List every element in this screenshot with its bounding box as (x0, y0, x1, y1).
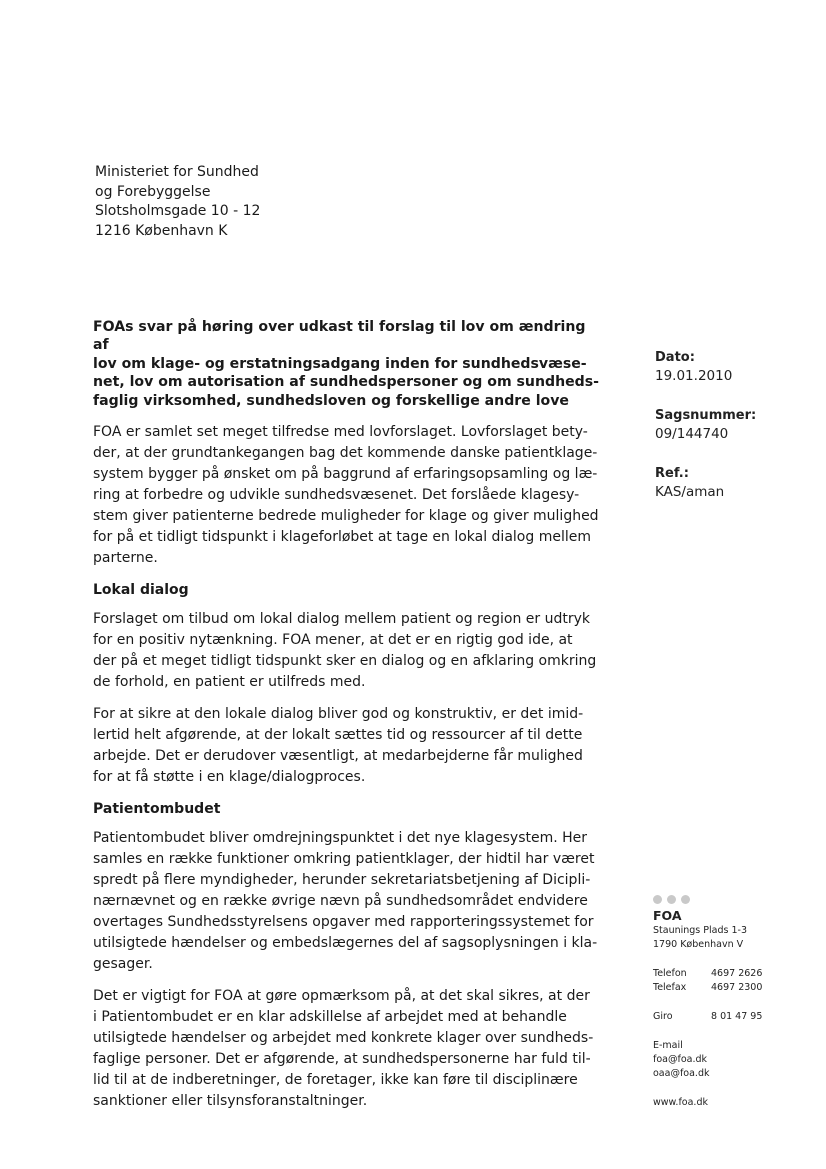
reference-label: Ref.: (655, 466, 689, 481)
fax-value: 4697 2300 (711, 982, 763, 993)
foa-logo-dots-icon (653, 895, 813, 904)
text-line: de forhold, en patient er utilfreds med. (93, 674, 366, 691)
text-line: For at sikre at den lokale dialog bliver god og konstruktiv, er det imid- (93, 706, 584, 723)
text-line: for på et tidligt tidspunkt i klageforløbet at tage en lokal dialog mellem (93, 529, 591, 546)
email-address: foa@foa.dk (653, 1054, 708, 1065)
text-line: lid til at de indberetninger, de foretager, ikke kan føre til disciplinære (93, 1072, 578, 1089)
text-line: der, at der grundtankegangen bag det kommende danske patientklage- (93, 445, 598, 462)
case-number-value: 09/144740 (655, 426, 729, 442)
phone-row (653, 967, 813, 981)
text-line: gesager. (93, 956, 153, 973)
title-line: net, lov om autorisation af sundhedspersoner og om sundheds- (93, 374, 600, 391)
section1-paragraph-1 (93, 609, 603, 693)
section2-paragraph-1 (93, 828, 603, 975)
text-line: utilsigtede hændelser og embedslægernes del af sagsoplysningen i kla- (93, 935, 598, 952)
text-line: utilsigtede hændelser og arbejdet med konkrete klager over sundheds- (93, 1030, 594, 1047)
section-heading-patientombudet: Patientombudet (93, 801, 221, 818)
text-line: for at få støtte i en klage/dialogproces. (93, 769, 366, 786)
text-line: parterne. (93, 550, 158, 567)
text-line: faglige personer. Det er afgørende, at sundhedspersonerne har fuld til- (93, 1051, 591, 1068)
phone-label: Telefon (653, 968, 687, 979)
section2-paragraph-2 (93, 986, 603, 1112)
text-line: system bygger på ønsket om på baggrund af erfaringsopsamling og læ- (93, 466, 598, 483)
fax-label: Telefax (653, 982, 687, 993)
text-line: Patientombudet bliver omdrejningspunktet i det nye klagesystem. Her (93, 830, 588, 847)
address-line: Ministeriet for Sundhed (95, 164, 259, 180)
recipient-address (95, 163, 260, 241)
text-line: for en positiv nytænkning. FOA mener, at det er en rigtig god ide, at (93, 632, 573, 649)
text-line: spredt på flere myndigheder, herunder sekretariatsbetjening af Dicipli- (93, 872, 591, 889)
section1-paragraph-2 (93, 704, 603, 788)
address-line: 1216 København K (95, 222, 228, 239)
title-line: lov om klage- og erstatningsadgang inden for sundhedsvæse- (93, 355, 587, 372)
organization-address-line: 1790 København V (653, 939, 744, 950)
date-label: Dato: (655, 350, 695, 365)
text-line: Forslaget om tilbud om lokal dialog mellem patient og region er udtryk (93, 611, 590, 628)
text-line: samles en række funktioner omkring patientklager, der hidtil har været (93, 851, 595, 868)
letter-metadata (655, 348, 815, 522)
text-line: der på et meget tidligt tidspunkt sker en dialog og en afklaring omkring (93, 653, 597, 670)
organization-name: FOA (653, 908, 682, 923)
organization-contact (653, 895, 813, 1110)
title-line: faglig virksomhed, sundhedsloven og forskellige andre love (93, 392, 569, 409)
giro-label: Giro (653, 1011, 673, 1022)
giro-row (653, 1010, 813, 1024)
email-label: E-mail (653, 1040, 683, 1051)
date-value: 19.01.2010 (655, 368, 733, 384)
text-line: FOA er samlet set meget tilfredse med lovforslaget. Lovforslaget bety- (93, 424, 588, 441)
title-line: FOAs svar på høring over udkast til forslag til lov om ændring af (93, 319, 586, 354)
reference-value: KAS/aman (655, 484, 725, 500)
intro-paragraph (93, 422, 603, 569)
address-line: og Forebyggelse (95, 183, 211, 200)
text-line: lertid helt afgørende, at der lokalt sættes tid og ressourcer af til dette (93, 727, 583, 744)
text-line: overtages Sundhedsstyrelsens opgaver med rapporteringssystemet for (93, 914, 594, 931)
organization-address-line: Staunings Plads 1-3 (653, 925, 747, 936)
section-heading-lokal-dialog: Lokal dialog (93, 582, 189, 599)
email-address: oaa@foa.dk (653, 1068, 710, 1079)
letter-body (93, 318, 603, 1123)
text-line: nærnævnet og en række øvrige nævn på sundhedsområdet endvidere (93, 893, 588, 910)
giro-value: 8 01 47 95 (711, 1011, 763, 1022)
website-url: www.foa.dk (653, 1097, 708, 1108)
letter-title (93, 318, 603, 410)
case-number-label: Sagsnummer: (655, 408, 757, 423)
phone-value: 4697 2626 (711, 968, 763, 979)
text-line: ring at forbedre og udvikle sundhedsvæsenet. Det forslåede klagesy- (93, 487, 580, 504)
address-line: Slotsholmsgade 10 - 12 (95, 203, 261, 219)
fax-row (653, 981, 813, 995)
text-line: i Patientombudet er en klar adskillelse af arbejdet med at behandle (93, 1009, 567, 1026)
text-line: Det er vigtigt for FOA at gøre opmærksom på, at det skal sikres, at der (93, 988, 590, 1005)
text-line: sanktioner eller tilsynsforanstaltninger. (93, 1093, 368, 1110)
text-line: stem giver patienterne bedrede muligheder for klage og giver mulighed (93, 508, 599, 525)
text-line: arbejde. Det er derudover væsentligt, at medarbejderne får mulighed (93, 748, 583, 765)
